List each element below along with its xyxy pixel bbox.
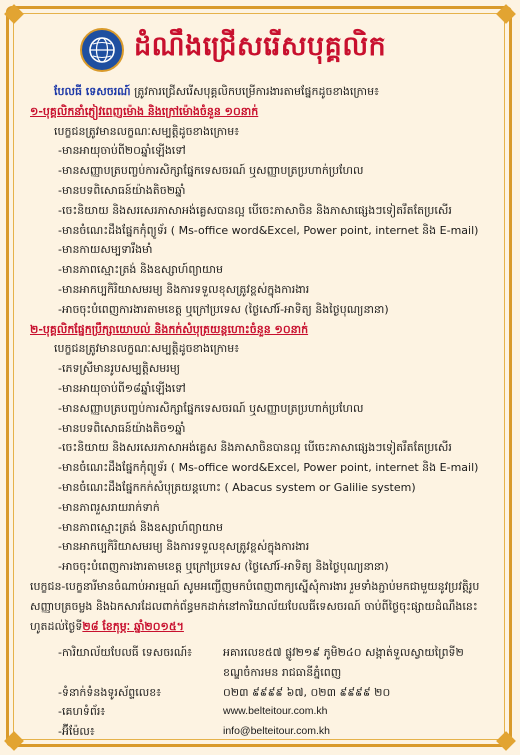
section2-heading: ២-បុគ្គលិកផ្នែកប្រឹក្សាយោបល់ និងកក់សំបុត្រយន្តហោះចំនួន ១០នាក់: [30, 322, 309, 336]
section1-heading: ១-បុគ្គលិកនាំភ្ញៀវពេញម៉ោង និងក្រៅម៉ោងចំនួន ១០នាក់: [30, 104, 259, 118]
section1-item: -មានកាយសម្បទារឹងមាំ: [58, 243, 153, 257]
section2-item: -មានភាពស្មោះត្រង់ និងឧស្សាហ៍ព្យាយាម: [58, 520, 223, 534]
section2-item: -មានភាពរួសរាយរាក់ទាក់: [58, 500, 160, 514]
website-link[interactable]: www.belteitour.com.kh: [223, 705, 328, 718]
company-name: បែលធី ទេសចរណ៍: [54, 85, 131, 98]
section2-item: -មានចំណេះដឹងផ្នែកកុំព្យូទ័រ ( Ms-office word&Excel, Power point, internet និង E-mail): [58, 461, 479, 475]
section2-item: -មានអាយុចាប់ពី១៨ឆ្នាំឡើងទៅ: [58, 381, 186, 395]
section2-item: -មានចំណេះដឹងផ្នែកកក់សំបុត្រយន្តហោះ ( Abacus system or Galilie system): [58, 480, 416, 494]
announcement-body: [30, 82, 496, 742]
section1-item: -ចេះនិយាយ និងសរសេរភាសាអង់គ្លេសបានល្អ បើចេះភាសាចិន និងភាសាផ្សេងៗទៀតរឹតតែប្រសើរ: [58, 203, 452, 217]
section2-item: -ចេះនិយាយ និងសរសេរភាសាអង់គ្លេស និងភាសាចិនបានល្អ បើចេះភាសាផ្សេងៗទៀតរឹតតែប្រសើរ: [58, 441, 452, 455]
section1-item: -មានសញ្ញាបត្របញ្ចប់ការសិក្សាផ្នែកទេសចរណ៍ ឬសញ្ញាបត្រប្រហាក់ប្រហែល: [58, 164, 364, 178]
contact-value: ០២៣ ៩៩៩៩ ៦៧, ០២៣ ៩៩៩៩ ២០: [223, 685, 391, 699]
section1-item: -មានបទពិសោធន៍យ៉ាងតិច២ឆ្នាំ: [58, 183, 186, 197]
section1-item: -មានចំណេះដឹងផ្នែកកុំព្យូទ័រ ( Ms-office word&Excel, Power point, internet និង E-mail): [58, 223, 479, 237]
contact-value: អគារលេខ៥៧ ផ្លូវ២១៩ ភូមិ២៤០ សង្កាត់ទួលស្វាយព្រៃទី២ ខណ្ឌចំការមន រាជធានីភ្នំពេញ: [223, 645, 464, 679]
section2-item: -ភេទស្រីមានរូបសម្បត្តិសមរម្យ: [58, 362, 181, 376]
contact-email: [30, 722, 496, 742]
section1-item: -អាចចុះបំពេញការងារតាមខេត្ត ឬក្រៅប្រទេស (ថ្ងៃសៅរ៍-អាទិត្យ និងថ្ងៃបុណ្យនានា): [58, 302, 389, 316]
contact-label: -ទំនាក់ទំនងទូរស័ព្ទលេខ៖: [58, 685, 162, 699]
deadline-date: ២៨ ខែកុម្ភៈ ឆ្នាំ២០១៥។: [82, 619, 184, 633]
contact-label: -ការិយាល័យបែលធី ទេសចរណ៍៖: [58, 645, 192, 659]
intro-line: [30, 82, 496, 102]
page-title: ដំណឹងជ្រើសរើសបុគ្គលិក: [134, 31, 387, 62]
contact-address: [30, 643, 496, 683]
globe-icon: [87, 35, 117, 65]
company-logo: [80, 28, 124, 72]
email-link[interactable]: info@belteitour.com.kh: [223, 725, 330, 738]
section2-item: -មានសញ្ញាបត្របញ្ចប់ការសិក្សាផ្នែកទេសចរណ៍ ឬសញ្ញាបត្រប្រហាក់ប្រហែល: [58, 401, 364, 415]
contact-phone: [30, 683, 496, 703]
section1-item: -មានអាកប្បកិរិយាសមរម្យ និងការទទួលខុសត្រូវខ្ពស់ក្នុងការងារ: [58, 282, 310, 296]
intro-text: ត្រូវការជ្រើសរើសបុគ្គលិកបម្រើការងារតាមផ្នែកដូចខាងក្រោម៖: [130, 85, 379, 98]
section1-requirements-label: បេក្ខជនត្រូវមានលក្ខណៈសម្បត្តិដូចខាងក្រោម៖: [54, 124, 240, 138]
section2-requirements-label: បេក្ខជនត្រូវមានលក្ខណៈសម្បត្តិដូចខាងក្រោម៖: [54, 342, 240, 356]
closing-paragraph: [30, 577, 496, 637]
section2-item: -មានអាកប្បកិរិយាសមរម្យ និងការទទួលខុសត្រូវខ្ពស់ក្នុងការងារ: [58, 540, 310, 554]
section1-item: -មានភាពស្មោះត្រង់ និងឧស្សាហ៍ព្យាយាម: [58, 263, 223, 277]
section2-item: -អាចចុះបំពេញការងារតាមខេត្ត ឬក្រៅប្រទេស (ថ្ងៃសៅរ៍-អាទិត្យ និងថ្ងៃបុណ្យនានា): [58, 560, 389, 574]
contact-website: [30, 702, 496, 722]
section1-item: -មានអាយុចាប់ពី២០ឆ្នាំឡើងទៅ: [58, 144, 186, 158]
closing-text: បេក្ខជន-បេក្ខនារីមានចំណាប់អារម្មណ៍ សូមអញ្ជើញមកបំពេញពាក្យស្នើសុំការងារ រួមទាំងភ្ជាប់មកជាមួយនូវប្រវត្តិរូប សញ្ញាបត្រចម្លង និងឯកសារដែលពាក់ព័ន្ធមកដាក់នៅការិយាល័យបែលធីទេសចរណ៍ ចាប់ពីថ្ងៃចុះផ្សាយដំណឹងនេះ ហូតដល់ថ្ងៃទី: [30, 579, 480, 633]
contact-label: -គេហទំព័រ៖: [58, 705, 106, 719]
section2-item: -មានបទពិសោធន៍យ៉ាងតិច១ឆ្នាំ: [58, 421, 186, 435]
contact-label: -អ៊ីម៉ែល៖: [58, 725, 95, 739]
